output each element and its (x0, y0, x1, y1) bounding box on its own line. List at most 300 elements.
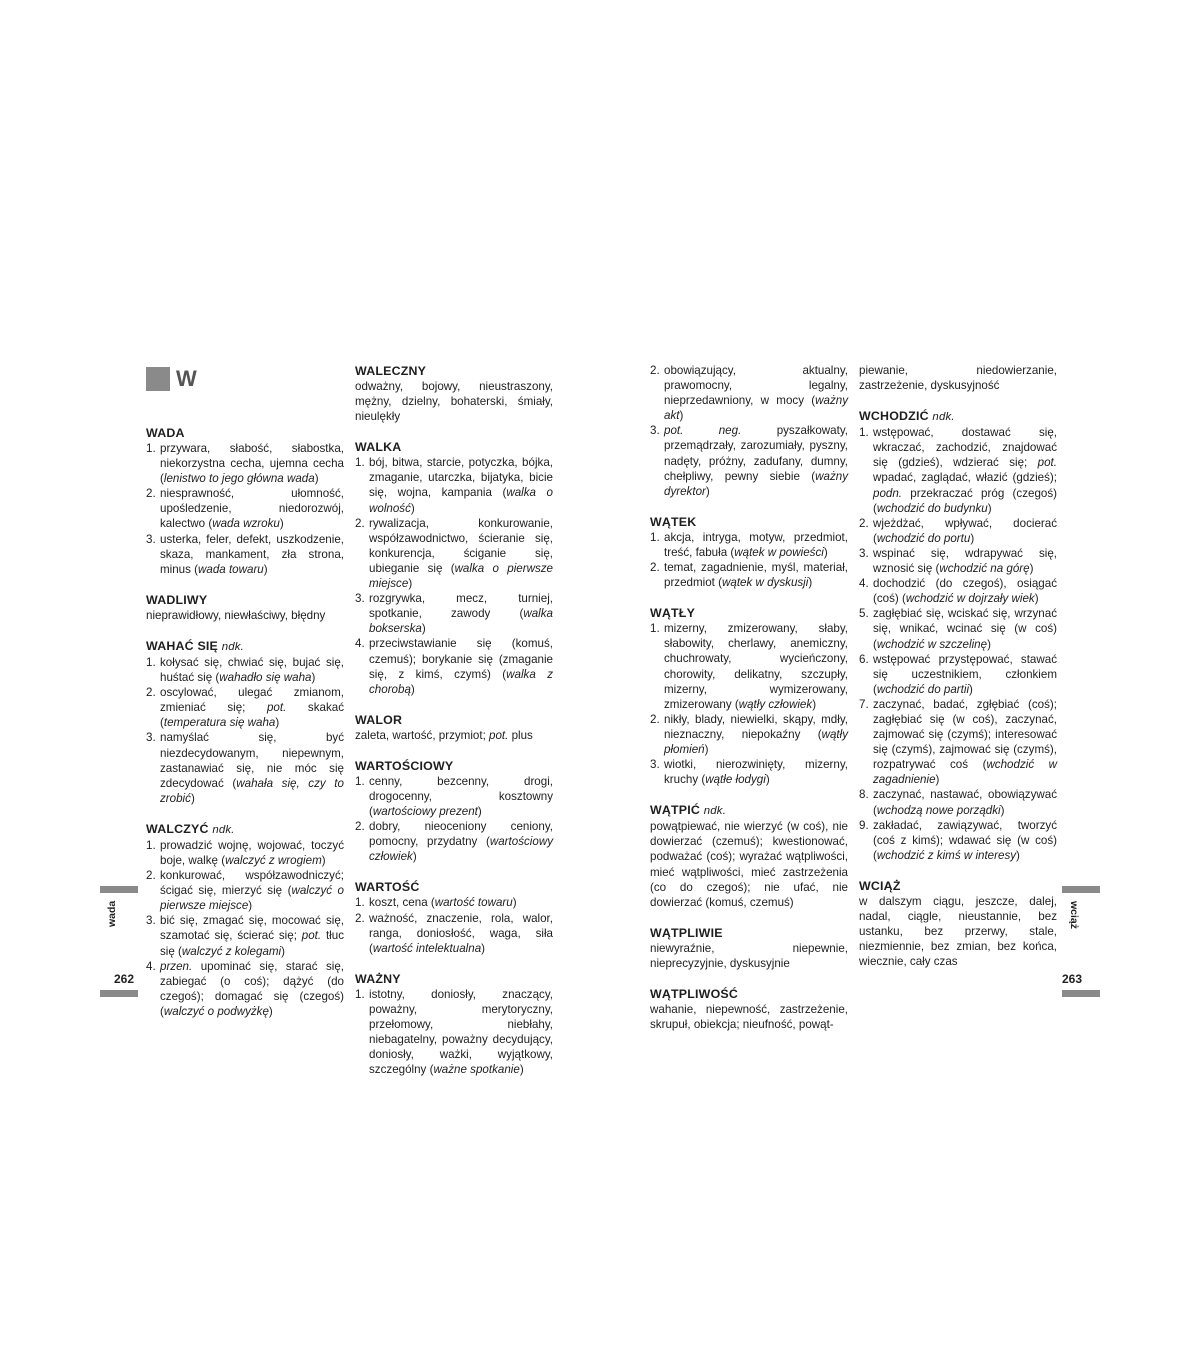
definition-text: ) (410, 501, 415, 515)
definition-text: ) (705, 484, 710, 498)
sense-text (664, 530, 848, 560)
sense-number: 2. (355, 911, 365, 925)
definition-text: ) (477, 805, 482, 819)
entry-sense (146, 913, 344, 958)
sense-number: 2. (355, 516, 365, 530)
sense-number: 3. (146, 731, 156, 745)
headword-text: WAŻNY (355, 971, 401, 986)
definition-text: bić się, zmagać się, mocować się, szamotać się, ścierać się; (160, 914, 344, 943)
entry-definition (650, 1002, 848, 1032)
sense-text (369, 774, 553, 819)
example-text: lenistwo to jego główna wada (163, 472, 315, 486)
sense-text (664, 757, 848, 787)
definition-text: wpadać, zaglądać, włazić (gdzieś); (873, 471, 1057, 485)
definition-text: ) (410, 682, 415, 696)
example-text: wartościowy prezent (372, 805, 478, 819)
definition-text: skakać ( (160, 701, 345, 730)
definition-text: oscylować, ulegać zmianom, zmieniać się; (160, 686, 344, 715)
dictionary-entry (355, 712, 553, 743)
entry-sense (859, 697, 1057, 788)
sense-text (664, 621, 848, 712)
column-4 (859, 363, 1057, 984)
sense-number: 3. (146, 532, 156, 546)
entry-sense (355, 774, 553, 819)
headword-text: WĄTPIĆ (650, 803, 701, 818)
definition-text: dobry, nieoceniony ceniony, pomocny, przydatny ( (369, 820, 553, 849)
entry-headword (650, 514, 848, 530)
example-text: przen. (160, 959, 193, 973)
sense-text (160, 441, 344, 486)
entry-sense (650, 757, 848, 787)
entry-sense (650, 560, 848, 590)
example-text: wątłe łodygi (705, 773, 766, 787)
entry-sense (859, 787, 1057, 817)
right-page-number: 263 (1062, 972, 1083, 986)
definition-text: plus (508, 728, 533, 742)
definition-text: piewanie, niedowierzanie, zastrzeżenie, dyskusyjność (859, 364, 1057, 393)
sense-number: 4. (355, 637, 365, 651)
entry-sense (355, 591, 553, 636)
sense-text (664, 423, 848, 498)
sense-number: 1. (650, 530, 660, 544)
sense-text (160, 655, 344, 685)
definition-text: ) (969, 682, 973, 696)
definition-text: ) (512, 896, 517, 910)
definition-text: wstępować, dostawać się, wkraczać, zachodzić, znajdować się (gdzieś), wdzierać się; (873, 426, 1057, 470)
headword-text: WADA (146, 426, 185, 440)
definition-text: ) (408, 577, 413, 591)
example-text: wartość towaru (434, 896, 513, 910)
sense-number: 4. (859, 577, 869, 591)
headword-text: WALECZNY (355, 364, 427, 378)
example-text: wartościowy człowiek (369, 835, 553, 864)
entry-sense (650, 621, 848, 712)
entry-headword (355, 712, 553, 728)
sense-text (664, 363, 848, 423)
example-text: pot. (489, 728, 509, 742)
entry-sense (146, 959, 344, 1019)
sense-text (369, 895, 553, 910)
headword-text: WĄTEK (650, 514, 697, 529)
entry-sense (146, 685, 344, 730)
definition-text: bój, bitwa, starcie, potyczka, bójka, zmaganie, utarczka, bijatyka, bicie się, wojna, kampania ( (369, 456, 553, 500)
example-text: wchodzić do partii (876, 682, 970, 696)
entry-sense (146, 441, 344, 486)
sense-text (873, 787, 1057, 817)
sense-text (160, 730, 344, 805)
definition-text: tłuc się ( (160, 929, 345, 958)
example-text: pot. (266, 701, 287, 715)
grammar-label: ndk. (221, 640, 245, 653)
entry-definition (859, 363, 1057, 393)
entry-sense (859, 425, 1057, 516)
definition-text: ) (679, 409, 684, 423)
definition-text: ) (935, 773, 940, 787)
column-1 (146, 363, 344, 1034)
example-text: walka o pierwsze miejsce (369, 561, 553, 591)
sense-text (369, 911, 553, 956)
sense-text (369, 636, 553, 696)
example-text: wątły człowiek (738, 697, 813, 711)
definition-text: powątpiewać, nie wierzyć (w coś), nie dowierzać (czemuś); kwestionować, podważać (coś); wyrażać wątpliwości, mieć wątpliwości, mieć zastrzeżenia (co do czegoś); nie ufać, nie dowierzać (komuś, czemuś) (650, 820, 848, 909)
definition-text: wahanie, niepewność, zastrzeżenie, skrupuł, obiekcja; nieufność, powąt- (650, 1003, 848, 1032)
headword-text: WĄTŁY (650, 606, 696, 621)
example-text: walka o wolność (369, 486, 554, 515)
sense-number: 2. (650, 712, 660, 726)
definition-text: namyślać się, być niezdecydowanym, niepewnym, zastanawiać się, nie móc się zdecydować ( (160, 731, 344, 790)
definition-text: ) (268, 1004, 273, 1018)
sense-text (369, 819, 553, 864)
definition-text: ) (1034, 592, 1039, 606)
definition-text: rozgrywka, mecz, turniej, spotkanie, zawody ( (369, 592, 553, 621)
section-letter-glyph: W (176, 366, 197, 392)
left-tab-bar-bottom (100, 990, 138, 997)
sense-text (160, 685, 344, 730)
sense-number: 1. (146, 838, 156, 852)
dictionary-entry (146, 592, 344, 623)
sense-text (160, 868, 344, 913)
definition-text: wiotki, nierozwinięty, mizerny, kruchy ( (664, 758, 848, 787)
definition-text: upominać się, starać się, zabiegać (o coś); dążyć (do czegoś); domagać się (czegoś) ( (160, 959, 344, 1018)
headword-text: WAHAĆ SIĘ (146, 638, 219, 653)
entry-headword (859, 408, 1057, 425)
dictionary-entry (859, 408, 1057, 863)
definition-text: cenny, bezcenny, drogi, drogocenny, kosztowny ( (369, 774, 553, 819)
example-text: wahała się, czy to zrobić (160, 776, 344, 805)
example-text: wchodzić w szczelinę (876, 637, 988, 651)
dictionary-entry (859, 878, 1057, 969)
dictionary-entry (650, 925, 848, 971)
sense-text (369, 455, 553, 515)
sense-number: 1. (355, 896, 365, 910)
definition-text: zagłębiać się, wciskać się, wrzynać się, wnikać, wcinać się (w coś) ( (873, 607, 1057, 651)
definition-text: ) (704, 742, 709, 756)
grammar-label: ndk. (703, 805, 727, 818)
definition-text: zaczynać, nastawać, obowiązywać ( (873, 788, 1057, 817)
definition-text: ) (275, 716, 280, 730)
section-letter (146, 365, 344, 393)
definition-text: niesprawność, ułomność, upośledzenie, niedorozwój, kalectwo ( (160, 487, 344, 531)
sense-number: 2. (355, 820, 365, 834)
entry-headword (650, 986, 848, 1002)
definition-text: ) (987, 501, 992, 515)
example-text: pot. (1037, 456, 1057, 470)
sense-text (873, 818, 1057, 863)
sense-number: 1. (146, 655, 156, 669)
example-text: pot. neg. (664, 424, 742, 438)
example-text: wątły płomień (664, 727, 848, 756)
definition-text: akcja, intryga, motyw, przedmiot, treść, fabuła ( (664, 530, 848, 559)
definition-text: ) (1029, 562, 1034, 576)
entry-headword (146, 425, 344, 441)
dictionary-entry (650, 514, 848, 590)
sense-number: 1. (859, 426, 869, 440)
definition-text: ) (808, 576, 813, 590)
headword-text: WALCZYĆ (146, 821, 209, 836)
example-text: wchodzić z kimś w interesy (876, 848, 1017, 862)
definition-text: przywara, słabość, słabostka, niekorzystna cecha, ujemna cecha ( (160, 442, 344, 486)
headword-text: WALOR (355, 712, 403, 727)
entry-headword (650, 925, 848, 941)
definition-text: ) (190, 791, 195, 805)
entry-definition (146, 608, 344, 623)
left-page-number: 262 (114, 972, 135, 986)
dictionary-entry (355, 879, 553, 955)
sense-text (369, 591, 553, 636)
column-2-entries (355, 363, 553, 1077)
sense-text (873, 697, 1057, 788)
sense-number: 1. (355, 774, 365, 788)
sense-number: 5. (859, 607, 869, 621)
dictionary-entry (650, 363, 848, 499)
sense-number: 2. (650, 364, 660, 377)
sense-text (160, 838, 344, 868)
definition-text: ) (823, 545, 828, 559)
definition-text: rywalizacja, konkurowanie, współzawodnictwo, ścieranie się, konkurencja, ściganie się, ubieganie się ( (369, 516, 553, 575)
sense-number: 4. (146, 959, 156, 973)
entry-sense (355, 987, 553, 1078)
entry-definition (650, 819, 848, 910)
definition-text: w dalszym ciągu, jeszcze, dalej, nadal, ciągle, nieustannie, bez ustanku, bez przerwy, stale, niezmiennie, bez zmian, bez końca, wiecznie, cały czas (859, 894, 1057, 969)
entry-sense (859, 606, 1057, 651)
example-text: wchodzić w zagadnienie (873, 758, 1058, 787)
sense-text (369, 516, 553, 591)
example-text: walczyć o podwyżkę (163, 1004, 269, 1018)
dictionary-entry (650, 802, 848, 910)
sense-text (664, 712, 848, 757)
entry-definition (650, 941, 848, 971)
definition-text: wspinać się, wdrapywać się, wznosić się ( (873, 546, 1057, 576)
column-4-entries (859, 363, 1057, 969)
definition-text: nikły, blady, niewielki, skąpy, mdły, nieznaczny, niepokaźny ( (664, 712, 848, 741)
definition-text: ) (519, 1063, 524, 1077)
example-text: wada towaru (198, 562, 264, 576)
definition-text: ) (1000, 803, 1005, 817)
example-text: ważny dyrektor (664, 469, 848, 498)
sense-number: 1. (146, 442, 156, 455)
definition-text: ) (481, 941, 486, 955)
definition-text: ) (812, 697, 817, 711)
dictionary-entry (146, 425, 344, 577)
entry-sense (859, 516, 1057, 546)
dictionary-entry (355, 971, 553, 1078)
entry-definition (355, 379, 553, 424)
entry-headword (355, 363, 553, 379)
example-text: ważne spotkanie (433, 1063, 520, 1077)
entry-headword (355, 758, 553, 774)
dictionary-entry (146, 638, 344, 806)
entry-sense (355, 819, 553, 864)
entry-sense (650, 363, 848, 423)
entry-sense (650, 712, 848, 757)
dictionary-entry (355, 758, 553, 865)
left-running-head: wada (106, 900, 118, 927)
definition-text: przekraczać próg (czegoś) ( (873, 486, 1057, 515)
column-3 (650, 363, 848, 1047)
definition-text: ) (281, 944, 286, 958)
grammar-label: ndk. (212, 823, 235, 836)
headword-text: WALKA (355, 440, 402, 455)
example-text: walka z chorobą (369, 667, 553, 696)
definition-text: zaczynać, badać, zgłębiać (coś); zagłębiać się (w coś), zaczynać, zajmować się (czymś); interesować się (czymś), zajmować się (czymś), rozpatrywać coś ( (873, 697, 1057, 772)
entry-sense (146, 532, 344, 577)
dictionary-entry (650, 605, 848, 787)
sense-number: 9. (859, 818, 869, 832)
entry-sense (355, 895, 553, 910)
sense-number: 2. (859, 516, 869, 530)
example-text: wahadło się waha (219, 671, 312, 685)
definition-text: ) (314, 472, 319, 486)
definition-text: wstępować przystępować, stawać się uczestnikiem, członkiem ( (873, 652, 1057, 696)
example-text: walka bokserska (369, 607, 553, 636)
entry-headword (146, 821, 344, 838)
sense-number: 3. (650, 424, 660, 438)
definition-text: ) (321, 853, 326, 867)
entry-sense (859, 652, 1057, 697)
entry-sense (146, 730, 344, 805)
definition-text: zaleta, wartość, przymiot; (355, 728, 490, 742)
entry-headword (146, 638, 344, 655)
sense-text (160, 532, 344, 577)
example-text: podn. (873, 486, 903, 500)
entry-headword (355, 879, 553, 895)
sense-number: 2. (146, 869, 156, 883)
example-text: wchodzić do budynku (876, 501, 988, 515)
sense-text (160, 486, 344, 531)
sense-number: 3. (146, 914, 156, 928)
example-text: temperatura się waha (163, 716, 276, 730)
letter-square-icon (146, 367, 170, 391)
sense-number: 2. (146, 686, 156, 700)
definition-text: ) (311, 671, 316, 685)
sense-number: 8. (859, 788, 869, 802)
definition-text: kołysać się, chwiać się, bujać się, huśtać się ( (160, 655, 344, 685)
entry-sense (650, 423, 848, 498)
entry-sense (859, 818, 1057, 863)
sense-number: 2. (146, 487, 156, 501)
entry-headword (355, 971, 553, 987)
grammar-label: ndk. (932, 411, 955, 424)
entry-definition (859, 894, 1057, 969)
sense-text (873, 576, 1057, 606)
definition-text: ) (263, 562, 268, 576)
example-text: wchodzić w dojrzały wiek (905, 592, 1035, 606)
example-text: walczyć z wrogiem (225, 853, 322, 867)
example-text: walczyć o pierwsze miejsce (160, 884, 344, 913)
definition-text: koszt, cena ( (369, 896, 435, 910)
sense-text (160, 913, 344, 958)
sense-number: 1. (650, 622, 660, 636)
definition-text: istotny, doniosły, znaczący, poważny, merytoryczny, przełomowy, niebłahy, niebagatelny, poważny decydujący, doniosły, ważki, wyjątkowy, szczególny ( (369, 987, 553, 1077)
headword-text: WCIĄŻ (859, 878, 901, 893)
definition-text: mizerny, zmizerowany, słaby, słabowity, cherlawy, anemiczny, chuchrowaty, wycieńczony, chorowity, delikatny, szczupły, mizerny, wymizerowany, zmizerowany ( (664, 622, 848, 711)
definition-text: dochodzić (do czegoś), osiągać (coś) ( (873, 577, 1057, 606)
definition-text: ) (248, 899, 253, 913)
definition-text: niewyraźnie, niepewnie, nieprecyzyjnie, dyskusyjnie (650, 941, 848, 970)
sense-text (873, 425, 1057, 516)
left-tab-bar-top (100, 886, 138, 893)
sense-text (664, 560, 848, 590)
sense-text (873, 516, 1057, 546)
sense-text (369, 987, 553, 1078)
definition-text: wjeżdżać, wpływać, docierać ( (873, 516, 1057, 545)
definition-text: ) (765, 773, 770, 787)
entry-headword (355, 439, 553, 455)
sense-number: 7. (859, 697, 869, 711)
sense-number: 2. (650, 561, 660, 575)
definition-text: przeciwstawianie się (komuś, czemuś); borykanie się (zmaganie się, z kimś, czymś) ( (369, 637, 553, 681)
entry-sense (650, 530, 848, 560)
headword-text: WĄTPLIWOŚĆ (650, 987, 739, 1001)
example-text: ważny akt (664, 394, 848, 423)
dictionary-entry (355, 363, 553, 424)
example-text: pot. (301, 929, 322, 943)
entry-headword (650, 802, 848, 819)
example-text: wada wzroku (212, 517, 280, 531)
column-3-entries (650, 363, 848, 1032)
definition-text: obowiązujący, aktualny, prawomocny, legalny, nieprzedawniony, w mocy ( (664, 364, 848, 408)
sense-text (160, 959, 344, 1019)
entry-sense (859, 546, 1057, 576)
right-tab-bar-top (1062, 886, 1100, 893)
definition-text: pyszałkowaty, przemądrzały, zarozumiały, pyszny, nadęty, próżny, zadufany, dumny, chełpliwy, pewny siebie ( (664, 424, 848, 483)
sense-number: 6. (859, 652, 869, 666)
entry-sense (146, 655, 344, 685)
definition-text: usterka, feler, defekt, uszkodzenie, skaza, mankament, zła strona, minus ( (160, 532, 344, 576)
entry-sense (146, 838, 344, 868)
sense-number: 3. (650, 758, 660, 772)
definition-text: nieprawidłowy, niewłaściwy, błędny (146, 608, 326, 622)
sense-number: 3. (355, 592, 365, 606)
example-text: walczyć z kolegami (181, 944, 282, 958)
definition-text: konkurować, współzawodniczyć; ścigać się, mierzyć się ( (160, 869, 344, 898)
entry-headword (650, 605, 848, 621)
headword-text: WARTOŚĆ (355, 880, 420, 895)
definition-text: ważność, znaczenie, rola, walor, ranga, doniosłość, waga, siła ( (369, 911, 553, 955)
entry-sense (355, 516, 553, 591)
sense-text (873, 606, 1057, 651)
entry-definition (355, 728, 553, 743)
entry-headword (146, 592, 344, 608)
headword-text: WCHODZIĆ (859, 409, 929, 424)
example-text: wątek w dyskusji (722, 576, 809, 590)
example-text: wartość intelektualna (372, 941, 482, 955)
dictionary-entry (650, 986, 848, 1032)
dictionary-entry (859, 363, 1057, 393)
definition-text: prowadzić wojnę, wojować, toczyć boje, walkę ( (160, 838, 344, 867)
sense-number: 3. (859, 546, 869, 560)
example-text: wchodzić do portu (876, 531, 971, 545)
definition-text: ) (279, 517, 284, 531)
column-2 (355, 363, 553, 1092)
example-text: wątek w powieści (734, 545, 824, 559)
definition-text: odważny, bojowy, nieustraszony, mężny, dzielny, bohaterski, śmiały, nieulękły (355, 380, 553, 424)
sense-number: 1. (355, 987, 365, 1001)
dictionary-entry (355, 439, 553, 697)
definition-text: temat, zagadnienie, myśl, materiał, przedmiot ( (664, 561, 848, 590)
right-running-head: wciąż (1068, 901, 1080, 930)
entry-headword (859, 878, 1057, 894)
definition-text: ) (987, 637, 991, 651)
entry-sense (355, 455, 553, 515)
definition-text: ) (1016, 848, 1020, 862)
sense-text (873, 652, 1057, 697)
example-text: wchodzić na górę (939, 562, 1030, 576)
entry-sense (355, 636, 553, 696)
right-tab-bar-bottom (1062, 990, 1100, 997)
sense-text (873, 546, 1057, 576)
example-text: wchodzą nowe porządki (876, 803, 1001, 817)
